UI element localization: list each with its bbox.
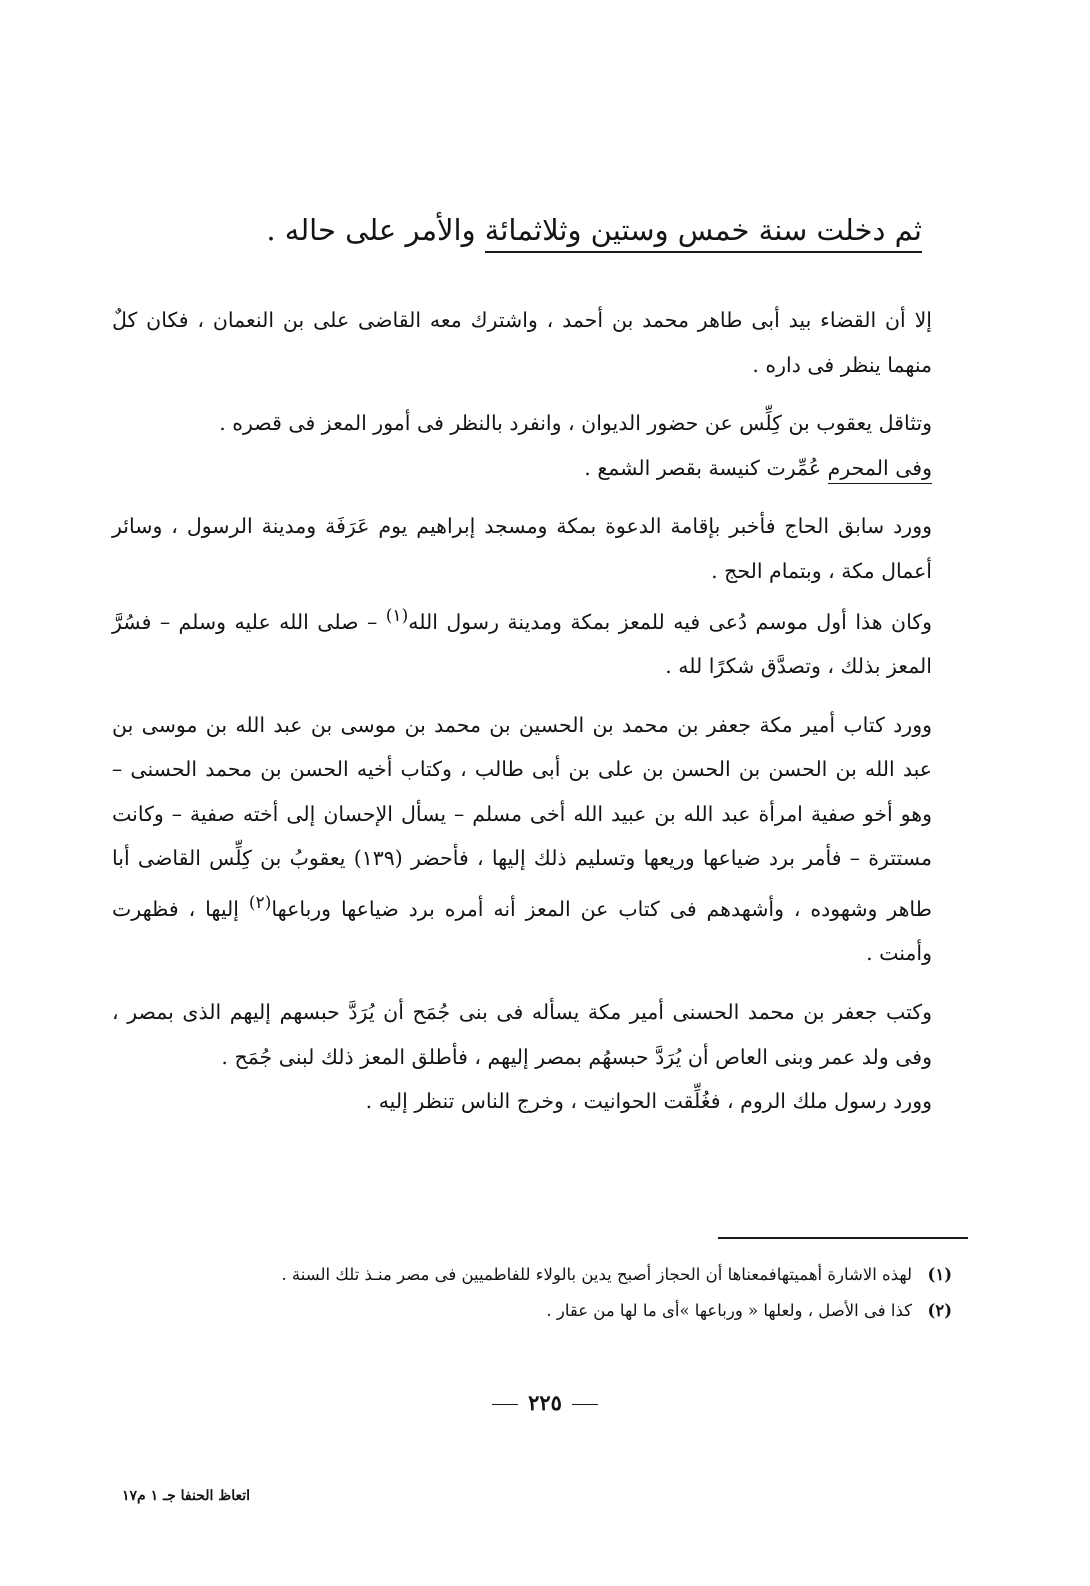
footnote-2 — [112, 1298, 952, 1324]
page-number-dash-right — [572, 1404, 598, 1405]
paragraph-1: إلا أن القضاء بيد أبى طاهر محمد بن أحمد ، واشترك معه القاضى على بن النعمان ، فكان كلٌ منهما ينظر فى داره . — [112, 308, 932, 377]
original-page-marker: (١٣٩) — [353, 846, 403, 871]
footnote-2-number: (٢) — [927, 1301, 952, 1320]
footnote-separator — [718, 1237, 968, 1239]
footnote-ref-1: (١) — [385, 605, 409, 626]
main-text — [112, 298, 932, 1124]
page-number — [0, 1390, 1090, 1415]
year-heading — [266, 206, 922, 254]
paragraph-6-part-b: يعقوبُ بن كِلِّس القاضى أبا طاهر وشهوده ، وأشهدهم فى كتاب عن المعز أنه أمره برد ضياعها ورباعها — [112, 846, 932, 921]
paragraph-3 — [112, 446, 932, 491]
paragraph-5-part-b: – صلى الله عليه وسلم – فسُرَّ المعز بذلك ، وتصدَّق شكرًا لله . — [112, 609, 932, 678]
page-number-value: ٢٢٥ — [528, 1390, 562, 1415]
paragraph-8: وورد رسول ملك الروم ، فغُلِّقت الحوانيت ، وخرج الناس تنظر إليه . — [365, 1089, 932, 1114]
footnote-1-text: لهذه الاشارة أهميتهافمعناها أن الحجاز أصبح يدين بالولاء للفاطميين فى مصر منـذ تلك السنة . — [281, 1265, 912, 1284]
footnote-1 — [112, 1262, 952, 1288]
printer-signature: اتعاظ الحنفا جـ ١ م١٧ — [122, 1488, 251, 1504]
paragraph-5-part-a: وكان هذا أول موسم دُعى فيه للمعز بمكة ومدينة رسول الله — [408, 609, 932, 634]
paragraph-7: وكتب جعفر بن محمد الحسنى أمير مكة يسأله فى بنى جُمَح أن يُرَدَّ حبسهم إليهم الذى بمصر ، وفى ولد عمر وبنى العاص أن يُرَدَّ حبسهُم بمصر إليهم ، فأطلق المعز ذلك لبنى جُمَح . — [112, 999, 932, 1069]
page-number-dash-left — [492, 1404, 518, 1405]
footnote-2-text: كذا فى الأصل ، ولعلها « ورباعها »أى ما لها من عقار . — [546, 1301, 912, 1320]
footnote-ref-2: (٢) — [248, 892, 272, 913]
year-heading-rest: والأمر على حاله . — [266, 213, 485, 247]
paragraph-3-underlined: وفى المحرم — [828, 456, 932, 484]
footnote-1-number: (١) — [927, 1265, 952, 1284]
paragraph-3-rest: عُمِّرت كنيسة بقصر الشمع . — [584, 455, 828, 480]
paragraph-5 — [112, 594, 932, 689]
footnotes — [112, 1262, 952, 1334]
year-heading-underlined: ثم دخلت سنة خمس وستين وثلاثمائة — [485, 213, 922, 253]
paragraph-4: وورد سابق الحاج فأخبر بإقامة الدعوة بمكة ومسجد إبراهيم يوم عَرَفَة ومدينة الرسول ، وسائر أعمال مكة ، وبتمام الحج . — [112, 514, 932, 583]
paragraph-6 — [112, 703, 932, 976]
paragraph-6-part-c: إليها ، فظهرت وأمنت . — [112, 896, 932, 966]
paragraph-6-part-a: وورد كتاب أمير مكة جعفر بن محمد بن الحسين بن محمد بن موسى بن عبد الله بن موسى بن عبد الله بن الحسن بن الحسن بن على بن أبى طالب ، وكتاب أخيه الحسن بن محمد الحسنى – وهو أخو صفية امرأة عبد الله بن عبيد الله أخى مسلم – يسأل الإحسان إلى أخته صفية – وكانت مستترة – فأمر برد ضياعها وريعها وتسليم ذلك إليها ، فأحضر — [112, 712, 933, 871]
paragraph-2: وتثاقل يعقوب بن كِلِّس عن حضور الديوان ، وانفرد بالنظر فى أمور المعز فى قصره . — [219, 411, 932, 436]
